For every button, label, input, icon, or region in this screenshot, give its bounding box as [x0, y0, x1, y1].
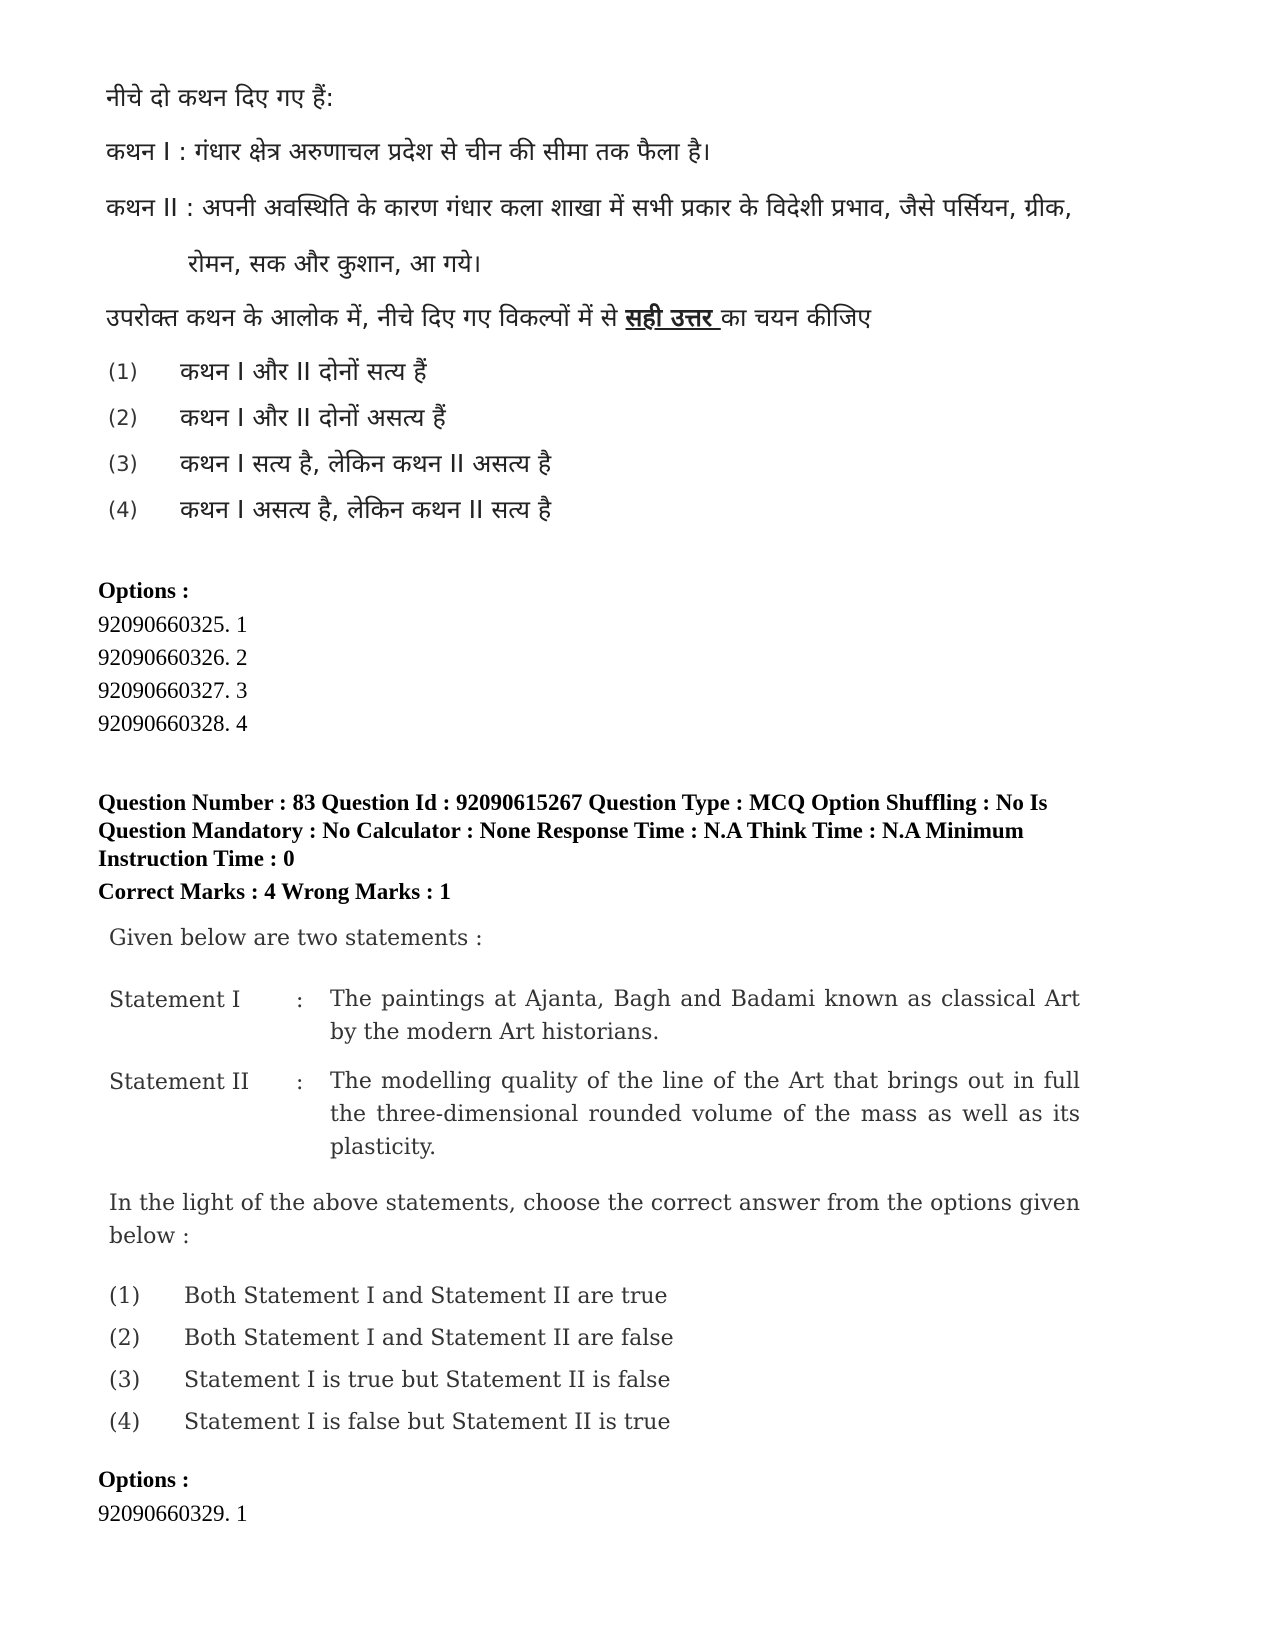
question-meta-line-2: Question Mandatory : No Calculator : None Response Time : N.A Think Time : N.A Minimum [98, 818, 1024, 843]
english-choice-4-number: (4) [109, 1410, 141, 1435]
english-intro: Given below are two statements : [109, 926, 483, 951]
hindi-choice-3-text: कथन I सत्य है, लेकिन कथन II असत्य है [180, 449, 552, 478]
hindi-choice-3-number: (3) [108, 452, 138, 476]
hindi-choice-2-text: कथन I और II दोनों असत्य हैं [180, 403, 446, 432]
hindi-choice-4-number: (4) [108, 498, 138, 522]
option-item: 92090660328. 4 [98, 711, 248, 736]
hindi-choice-2-number: (2) [108, 406, 138, 430]
options-heading-1: Options : [98, 578, 190, 603]
options-heading-2: Options : [98, 1467, 190, 1492]
hindi-instruction [106, 300, 871, 334]
statement-1-label: Statement I [109, 988, 241, 1013]
english-choice-2-text: Both Statement I and Statement II are false [184, 1326, 674, 1351]
question-meta-line-1: Question Number : 83 Question Id : 92090615267 Question Type : MCQ Option Shuffling : No Is [98, 790, 1048, 815]
hindi-instruction-emphasis: सही उत्तर [625, 303, 721, 332]
hindi-instruction-pre: उपरोक्त कथन के आलोक में, नीचे दिए गए विकल्पों में से [106, 303, 626, 332]
statement-2-colon: : [296, 1070, 304, 1095]
hindi-choice-1-text: कथन I और II दोनों सत्य हैं [180, 357, 427, 386]
statement-1-colon: : [296, 988, 304, 1013]
english-choice-1-text: Both Statement I and Statement II are true [184, 1284, 668, 1309]
english-instruction: In the light of the above statements, choose the correct answer from the options given below : [109, 1191, 1080, 1249]
hindi-instruction-post: का चयन कीजिए [720, 303, 872, 332]
option-item: 92090660327. 3 [98, 678, 248, 703]
hindi-statement-1: कथन I : गंधार क्षेत्र अरुणाचल प्रदेश से चीन की सीमा तक फैला है। [106, 137, 711, 166]
question-meta-line-3: Instruction Time : 0 [98, 846, 295, 871]
english-choice-4-text: Statement I is false but Statement II is true [184, 1410, 671, 1435]
hindi-choice-1-number: (1) [108, 360, 138, 384]
english-choice-3-text: Statement I is true but Statement II is false [184, 1368, 671, 1393]
option-item: 92090660329. 1 [98, 1501, 248, 1526]
hindi-choice-4-text: कथन I असत्य है, लेकिन कथन II सत्य है [180, 495, 552, 524]
english-choice-1-number: (1) [109, 1284, 141, 1309]
question-marks: Correct Marks : 4 Wrong Marks : 1 [98, 879, 451, 904]
english-choice-3-number: (3) [109, 1368, 141, 1393]
statement-2-label: Statement II [109, 1070, 250, 1095]
hindi-statement-2-line-1: कथन II : अपनी अवस्थिति के कारण गंधार कला शाखा में सभी प्रकार के विदेशी प्रभाव, जैसे पर्सियन, ग्रीक, [106, 193, 1073, 222]
hindi-intro: नीचे दो कथन दिए गए हैं: [106, 83, 334, 112]
hindi-statement-2-line-2: रोमन, सक और कुशान, आ गये। [188, 249, 482, 278]
english-choice-2-number: (2) [109, 1326, 141, 1351]
option-item: 92090660326. 2 [98, 645, 248, 670]
option-item: 92090660325. 1 [98, 612, 248, 637]
statement-1-text: The paintings at Ajanta, Bagh and Badami known as classical Art by the modern Art historians. [330, 987, 1080, 1045]
statement-2-text: The modelling quality of the line of the Art that brings out in full the three-dimensional rounded volume of the mass as well as its plasticity. [330, 1069, 1080, 1160]
